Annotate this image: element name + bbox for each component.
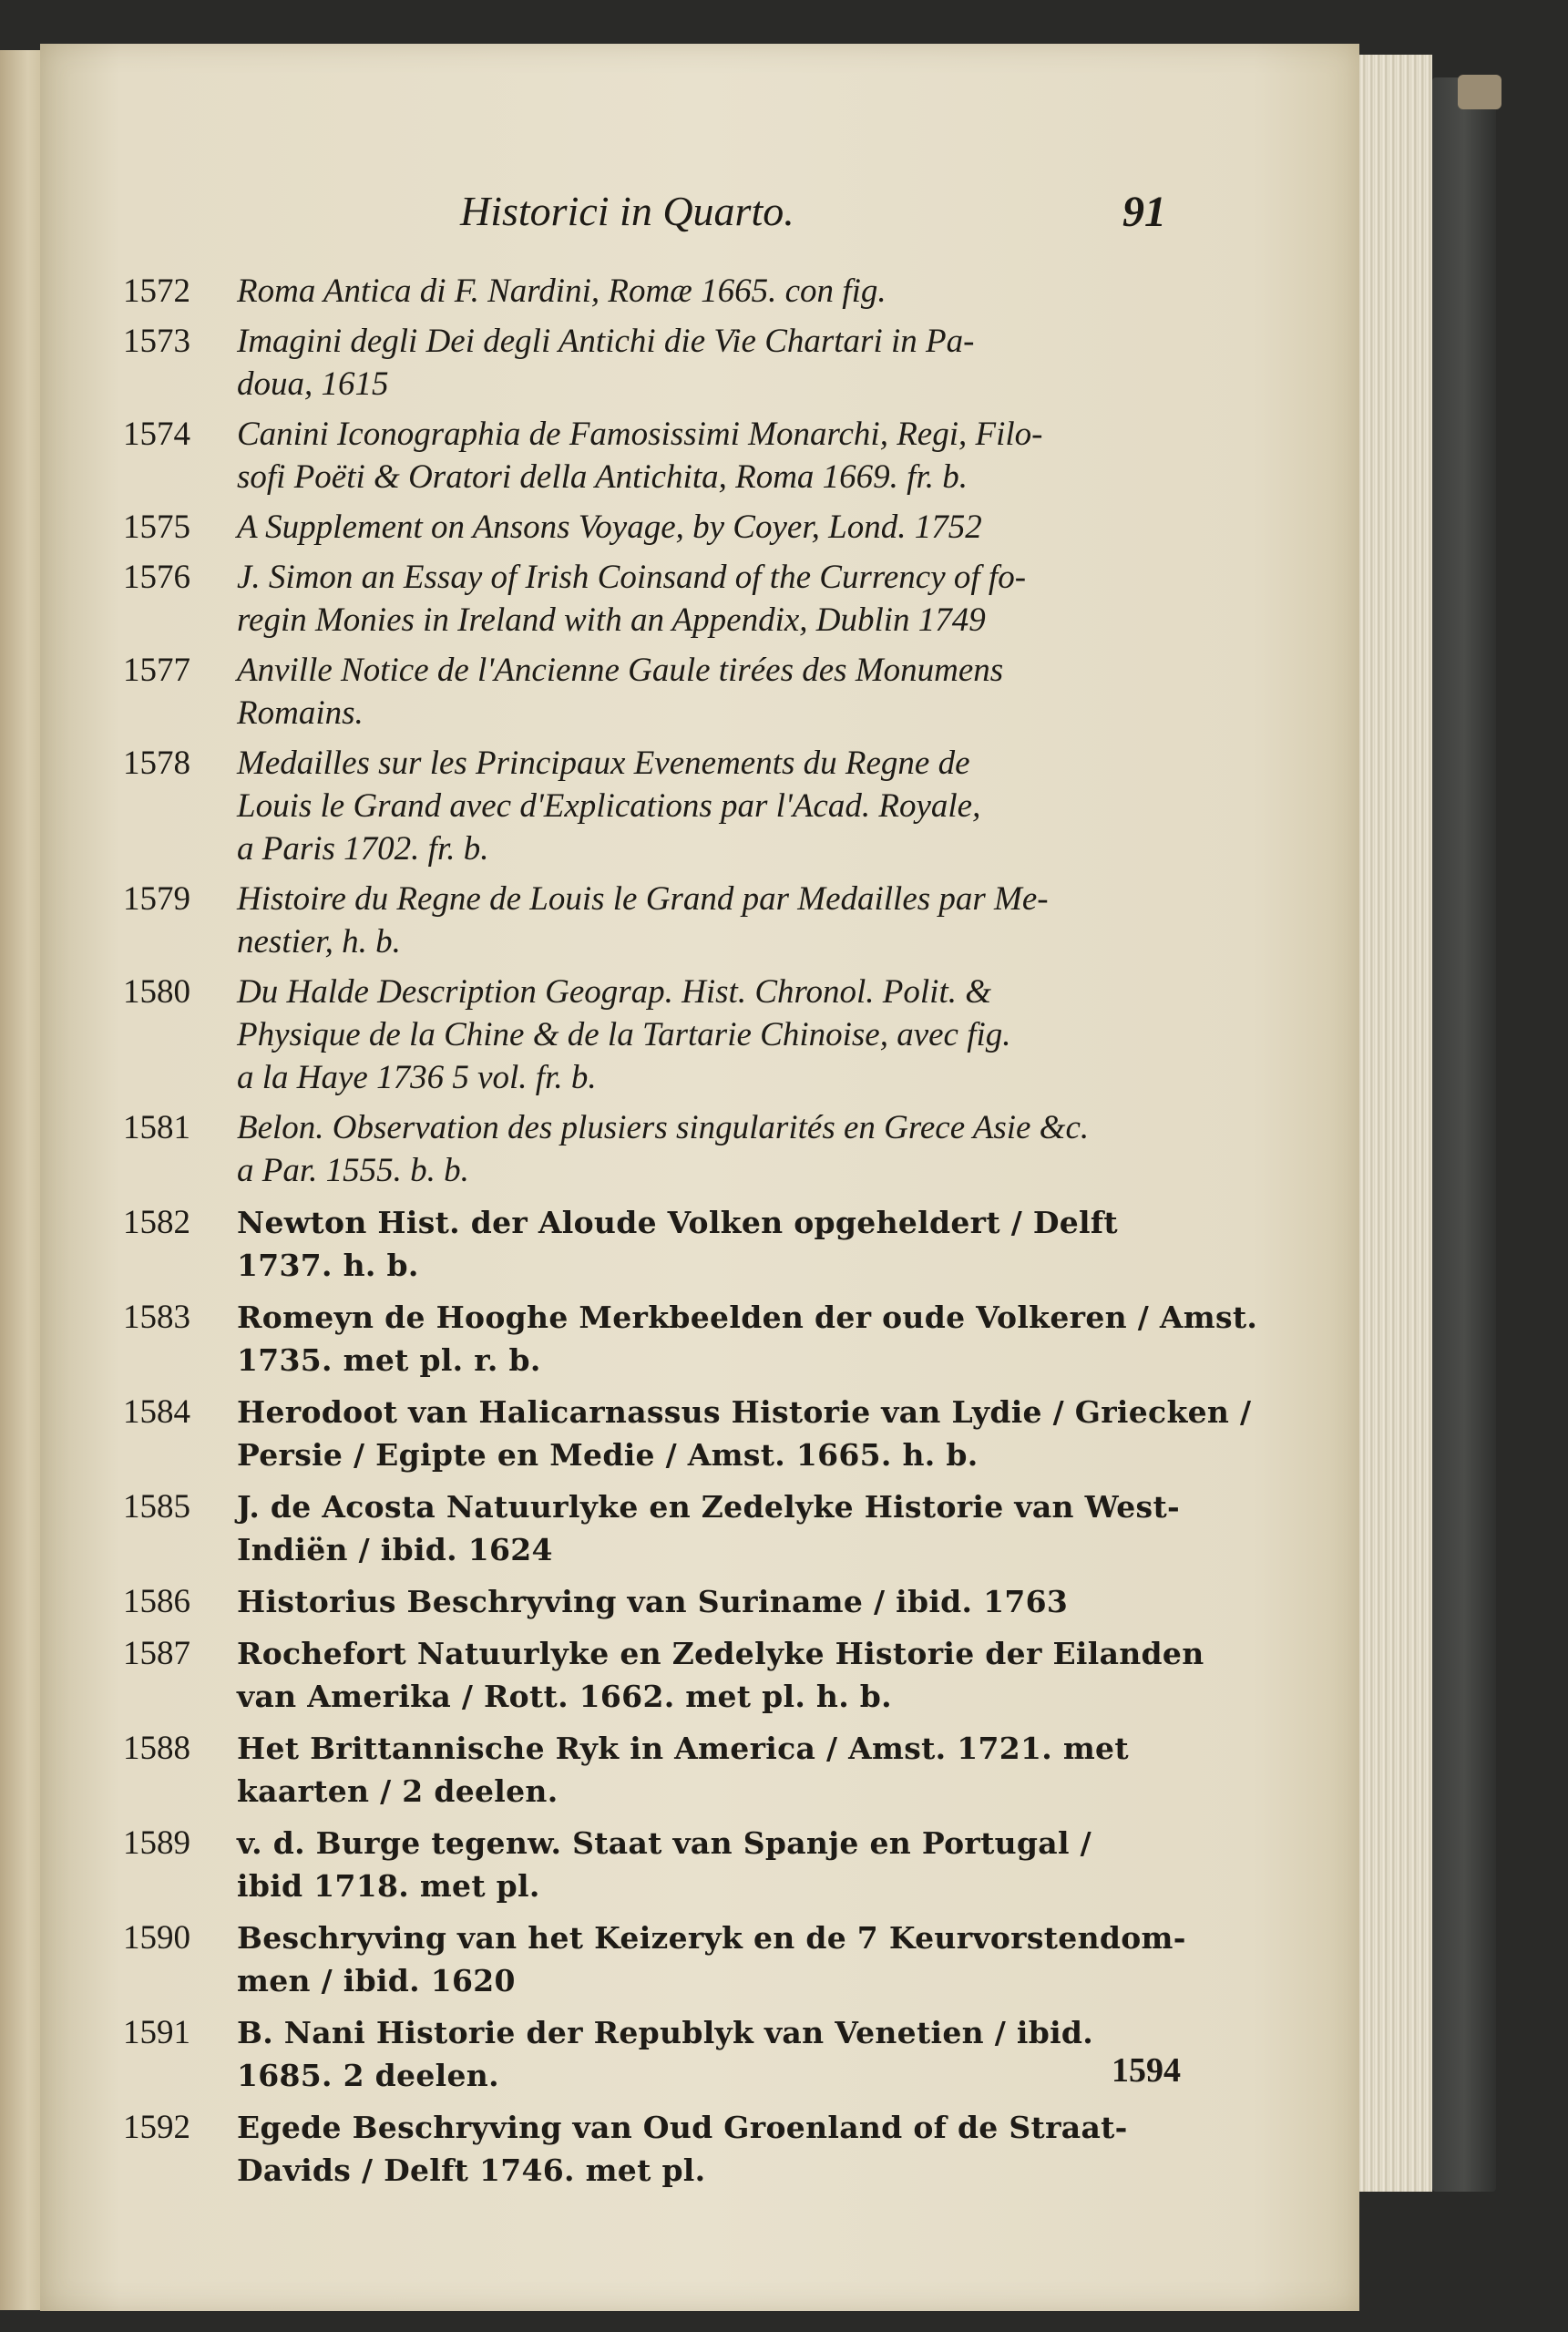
catchword: 1594 (1112, 2051, 1181, 2090)
entry-number: 1588 (123, 1730, 190, 1767)
entry-text-line: 1685. 2 deelen. (237, 2058, 499, 2093)
catalogue-entry (123, 1580, 1235, 1623)
entry-text-line: Herodoot van Halicarnassus Historie van Lydie / Griecken / (237, 1394, 1252, 1430)
entry-text-line: Louis le Grand avec d'Explications par l'Acad. Royale, (237, 787, 981, 825)
catalogue-entry (123, 1485, 1235, 1571)
catalogue-entry (123, 1727, 1235, 1813)
entry-number: 1581 (123, 1109, 190, 1146)
entry-text-line: Belon. Observation des plusiers singularités en Grece Asie &c. (237, 1109, 1090, 1146)
entry-number: 1587 (123, 1635, 190, 1672)
page-number: 91 (1122, 188, 1166, 236)
entry-number: 1584 (123, 1393, 190, 1431)
entry-text-line: Romains. (237, 694, 364, 732)
entry-text-line: Beschryving van het Keizeryk en de 7 Keurvorstendom- (237, 1920, 1186, 1956)
running-head: Historici in Quarto. (460, 188, 794, 234)
entry-number: 1572 (123, 272, 190, 310)
catalogue-entry (123, 1201, 1235, 1287)
entry-number: 1582 (123, 1204, 190, 1241)
catalogue-entry (123, 878, 1235, 963)
entry-text-line: Physique de la Chine & de la Tartarie Chinoise, avec fig. (237, 1016, 1011, 1053)
cover-corner-wear (1458, 75, 1501, 109)
entry-text-line: 1735. met pl. r. b. (237, 1342, 541, 1378)
catalogue-entry (123, 2011, 1235, 2097)
entry-text-line: Du Halde Description Geograp. Hist. Chronol. Polit. & (237, 973, 992, 1011)
entry-text-line: regin Monies in Ireland with an Appendix, Dublin 1749 (237, 601, 986, 639)
catalogue-entry (123, 1822, 1235, 1907)
catalogue-entry (123, 270, 1235, 313)
entry-text-line: Newton Hist. der Aloude Volken opgeheldert / Delft (237, 1205, 1118, 1240)
entry-number: 1578 (123, 745, 190, 782)
entry-text-line: Egede Beschryving van Oud Groenland of de Straat- (237, 2110, 1128, 2145)
entry-text-line: Het Brittannische Ryk in America / Amst. 1721. met (237, 1731, 1129, 1766)
entry-text-line: kaarten / 2 deelen. (237, 1773, 559, 1809)
entry-text-line: Davids / Delft 1746. met pl. (237, 2152, 706, 2188)
entry-text-line: sofi Poëti & Oratori della Antichita, Roma 1669. fr. b. (237, 458, 968, 496)
entry-text-line: Histoire du Regne de Louis le Grand par Medailles par Me- (237, 880, 1049, 918)
catalogue-entry (123, 506, 1235, 549)
entry-text-line: Persie / Egipte en Medie / Amst. 1665. h. b. (237, 1437, 979, 1473)
catalogue-entry (123, 2106, 1235, 2192)
entry-number: 1579 (123, 880, 190, 918)
entry-text-line: A Supplement on Ansons Voyage, by Coyer, Lond. 1752 (237, 509, 982, 546)
entry-text-line: Romeyn de Hooghe Merkbeelden der oude Volkeren / Amst. (237, 1300, 1258, 1335)
entry-text-line: ibid 1718. met pl. (237, 1868, 540, 1904)
catalogue-entry (123, 1296, 1258, 1382)
entry-text-line: 1737. h. b. (237, 1248, 419, 1283)
book-cover (1432, 77, 1496, 2192)
page-block-edges (1359, 55, 1432, 2192)
entry-text-line: v. d. Burge tegenw. Staat van Spanje en Portugal / (237, 1825, 1091, 1861)
catalogue-entry-list (123, 262, 1258, 2192)
entry-text-line: Imagini degli Dei degli Antichi die Vie Chartari in Pa- (237, 323, 975, 360)
entry-number: 1574 (123, 416, 190, 453)
previous-page-edge (0, 50, 40, 2310)
entry-number: 1591 (123, 2014, 190, 2051)
entry-number: 1585 (123, 1488, 190, 1526)
catalogue-entry (123, 1632, 1235, 1718)
catalogue-entry (123, 556, 1235, 642)
catalogue-entry (123, 742, 1235, 870)
entry-text-line: Rochefort Natuurlyke en Zedelyke Historie der Eilanden (237, 1636, 1204, 1671)
entry-text-line: a Par. 1555. b. b. (237, 1152, 469, 1189)
catalogue-entry (123, 1106, 1235, 1192)
entry-text-line: doua, 1615 (237, 365, 389, 403)
entry-text-line: van Amerika / Rott. 1662. met pl. h. b. (237, 1679, 892, 1714)
entry-number: 1573 (123, 323, 190, 360)
catalogue-entry (123, 649, 1235, 735)
entry-number: 1590 (123, 1919, 190, 1957)
entry-number: 1580 (123, 973, 190, 1011)
entry-text-line: Historius Beschryving van Suriname / ibid. 1763 (237, 1584, 1069, 1619)
catalogue-entry (123, 320, 1235, 406)
catalogue-entry (123, 971, 1235, 1099)
entry-text-line: J. de Acosta Natuurlyke en Zedelyke Historie van West- (237, 1489, 1180, 1525)
entry-number: 1586 (123, 1583, 190, 1620)
entry-text-line: B. Nani Historie der Republyk van Venetien / ibid. (237, 2015, 1094, 2050)
catalogue-entry (123, 1916, 1235, 2002)
entry-number: 1583 (123, 1299, 190, 1336)
entry-text-line: Anville Notice de l'Ancienne Gaule tirées des Monumens (237, 652, 1004, 689)
entry-text-line: men / ibid. 1620 (237, 1963, 516, 1998)
catalogue-entry (123, 413, 1235, 498)
entry-text-line: Canini Iconographia de Famosissimi Monarchi, Regi, Filo- (237, 416, 1043, 453)
entry-number: 1575 (123, 509, 190, 546)
catalogue-entry (123, 1391, 1252, 1476)
entry-number: 1589 (123, 1824, 190, 1862)
entry-text-line: Indiën / ibid. 1624 (237, 1532, 553, 1567)
entry-text-line: nestier, h. b. (237, 923, 401, 961)
entry-text-line: Medailles sur les Principaux Evenements du Regne de (237, 745, 970, 782)
entry-text-line: J. Simon an Essay of Irish Coinsand of the Currency of fo- (237, 559, 1027, 596)
entry-text-line: a Paris 1702. fr. b. (237, 830, 489, 868)
entry-number: 1576 (123, 559, 190, 596)
entry-number: 1592 (123, 2109, 190, 2146)
entry-number: 1577 (123, 652, 190, 689)
entry-text-line: Roma Antica di F. Nardini, Romæ 1665. con fig. (237, 272, 886, 310)
entry-text-line: a la Haye 1736 5 vol. fr. b. (237, 1059, 597, 1096)
